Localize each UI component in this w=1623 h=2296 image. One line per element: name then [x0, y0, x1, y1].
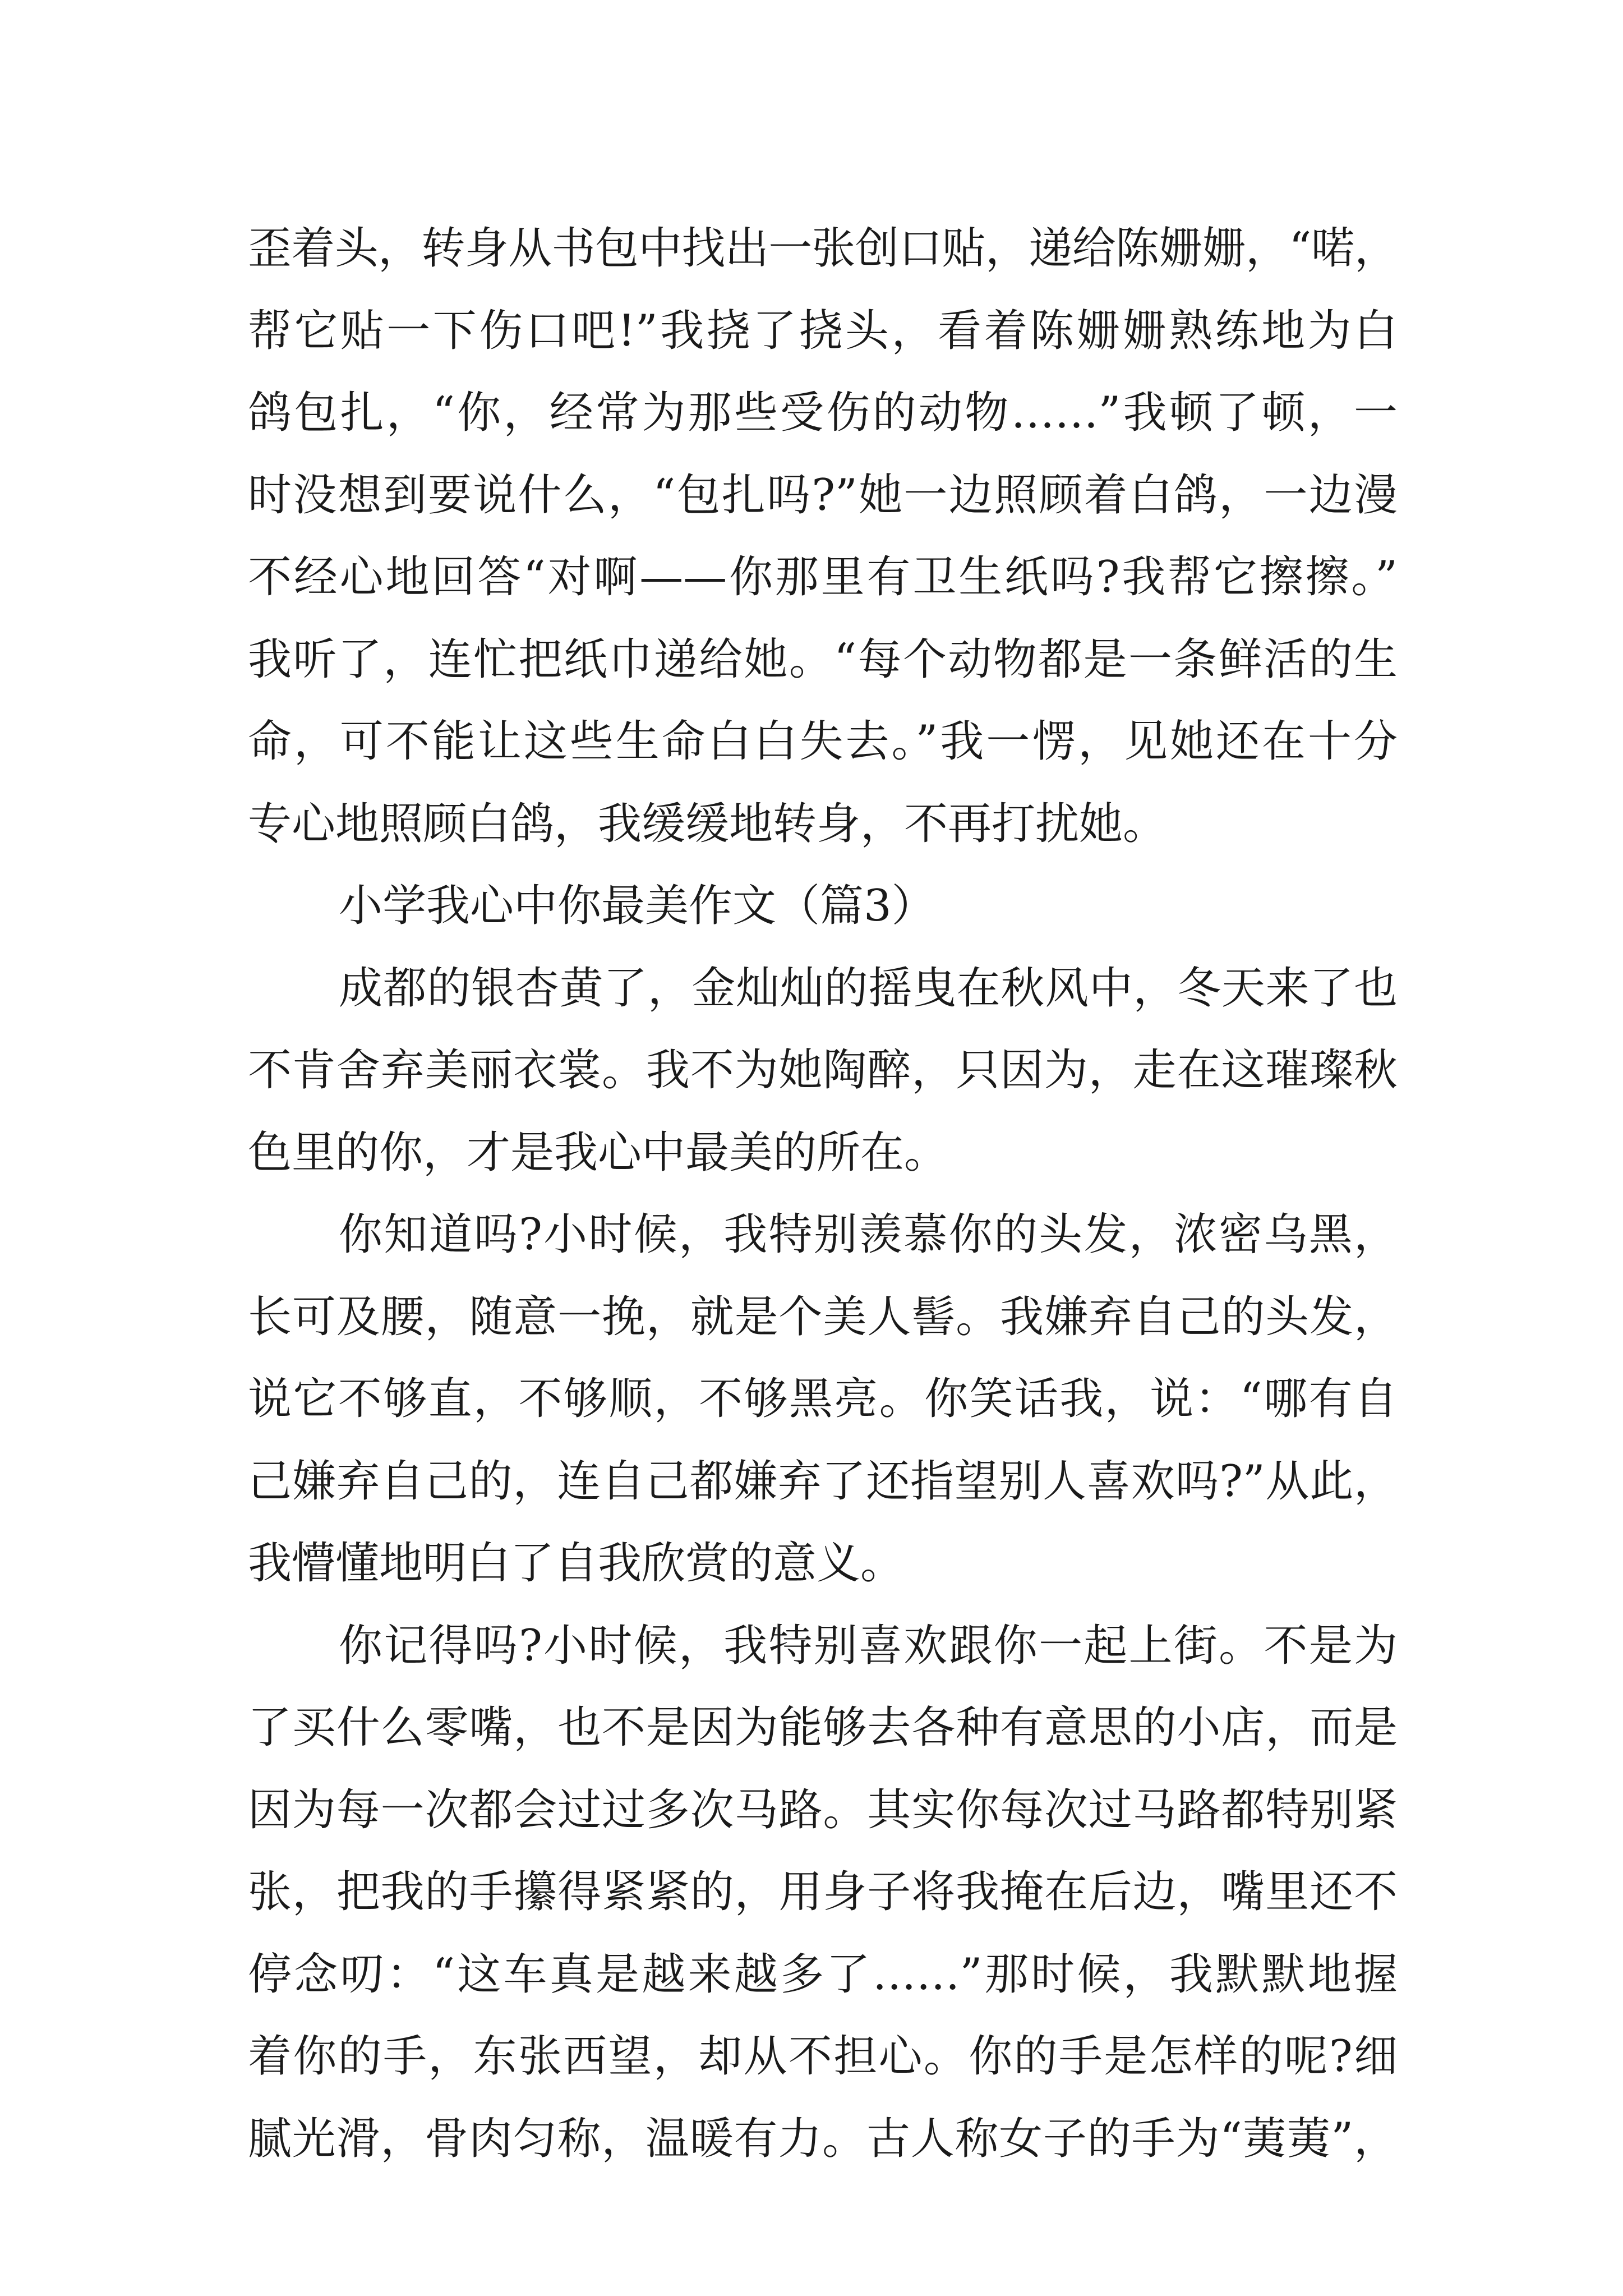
text-line: 命，可不能让这些生命白白失去。”我一愣，见她还在十分	[248, 716, 1398, 767]
text-line: 腻光滑，骨肉匀称，温暖有力。古人称女子的手为“荑荑”，	[248, 2113, 1398, 2164]
text-line: 说它不够直，不够顺，不够黑亮。你笑话我，说：“哪有自	[248, 1374, 1398, 1424]
text-line: 时没想到要说什么，“包扎吗?”她一边照顾着白鸽，一边漫	[248, 470, 1398, 521]
text-line: 张，把我的手攥得紧紧的，用身子将我掩在后边，嘴里还不	[248, 1867, 1398, 1917]
text-line: 长可及腰，随意一挽，就是个美人髻。我嫌弃自己的头发，	[248, 1291, 1398, 1342]
essay-section-heading: 小学我心中你最美作文（篇3）	[339, 881, 935, 931]
text-line: 鸽包扎，“你，经常为那些受伤的动物……”我顿了顿，一	[248, 388, 1398, 438]
text-line: 歪着头，转身从书包中找出一张创口贴，递给陈姗姗，“喏，	[248, 223, 1398, 274]
text-line: 专心地照顾白鸽，我缓缓地转身，不再打扰她。	[248, 798, 1167, 849]
text-line: 色里的你，才是我心中最美的所在。	[248, 1127, 948, 1178]
text-line: 不肯舍弃美丽衣裳。我不为她陶醉，只因为，走在这璀璨秋	[248, 1045, 1398, 1096]
text-line: 我听了，连忙把纸巾递给她。“每个动物都是一条鲜活的生	[248, 634, 1398, 685]
text-line: 帮它贴一下伤口吧!”我挠了挠头，看着陈姗姗熟练地为白	[248, 305, 1398, 356]
text-line: 成都的银杏黄了，金灿灿的摇曳在秋风中，冬天来了也	[339, 963, 1398, 1014]
text-line: 着你的手，东张西望，却从不担心。你的手是怎样的呢?细	[248, 2031, 1398, 2082]
text-line: 停念叨：“这车真是越来越多了……”那时候，我默默地握	[248, 1949, 1398, 2000]
essay-text-body	[248, 208, 1398, 2180]
text-line: 我懵懂地明白了自我欣赏的意义。	[248, 1538, 905, 1589]
text-line: 你知道吗?小时候，我特别羡慕你的头发，浓密乌黑，	[339, 1209, 1398, 1260]
text-line: 己嫌弃自己的，连自己都嫌弃了还指望别人喜欢吗?”从此，	[248, 1456, 1398, 1507]
text-line: 因为每一次都会过过多次马路。其实你每次过马路都特别紧	[248, 1784, 1398, 1835]
text-line: 了买什么零嘴，也不是因为能够去各种有意思的小店，而是	[248, 1703, 1398, 1753]
text-line: 你记得吗?小时候，我特别喜欢跟你一起上街。不是为	[339, 1620, 1398, 1671]
text-line: 不经心地回答“对啊——你那里有卫生纸吗?我帮它擦擦。”	[248, 552, 1398, 602]
